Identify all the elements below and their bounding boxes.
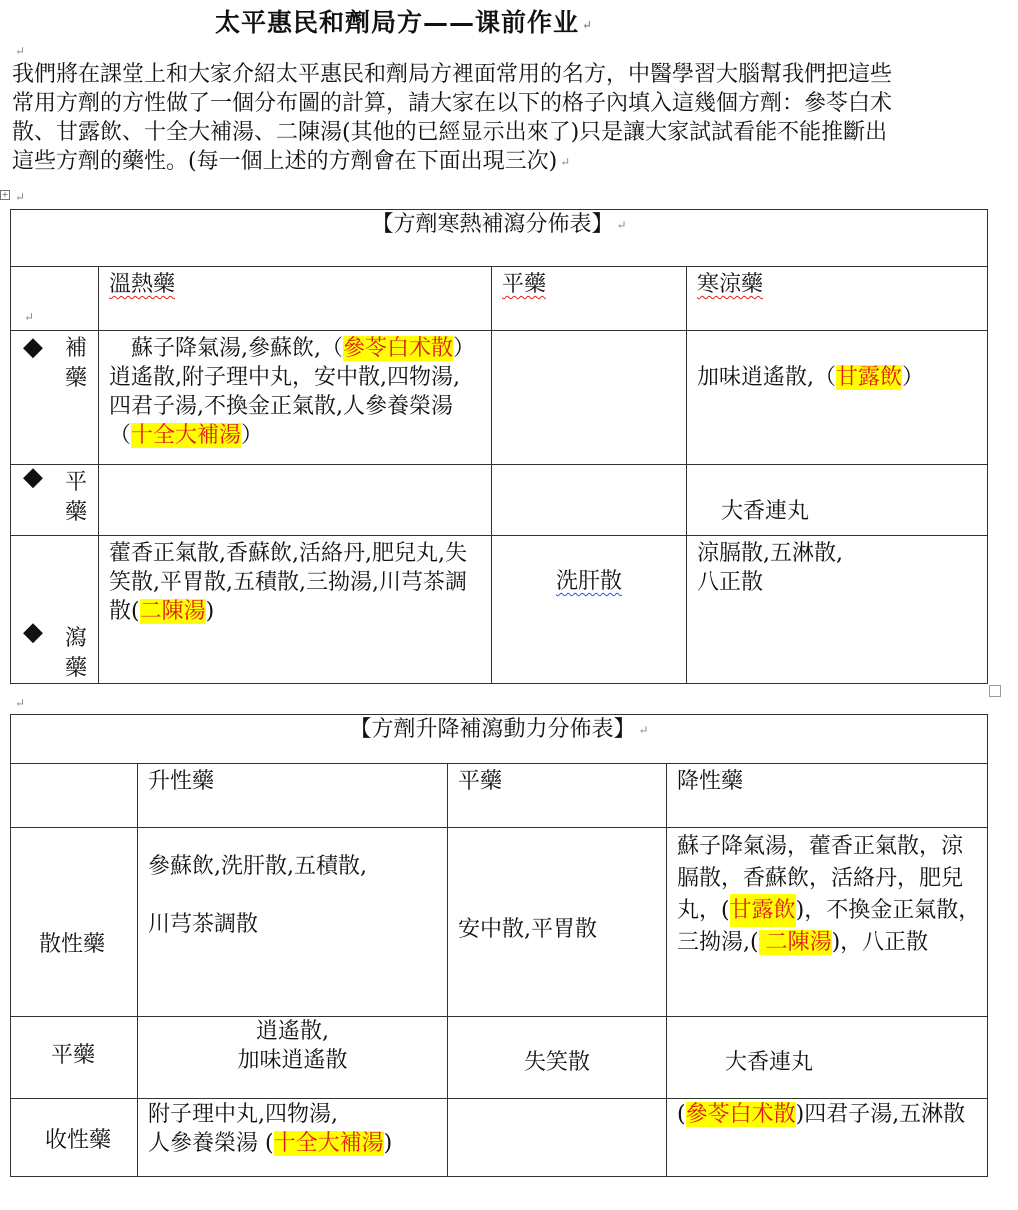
cell-text: 洗肝散 bbox=[555, 569, 622, 594]
cell-shou-neutral bbox=[448, 1099, 667, 1177]
table1-row-label-bu bbox=[11, 331, 99, 465]
table2-corner-cell bbox=[11, 764, 138, 828]
cell-text: 大香連丸 bbox=[725, 1050, 814, 1075]
table2-caption: 【方劑升降補瀉動力分佈表】 bbox=[349, 717, 636, 742]
cell-text: 蘇子降氣湯，藿香正氣散，涼膈散，香蘇飲，活絡丹，肥兒丸，( bbox=[677, 834, 964, 923]
cell-text: 逍遙散, bbox=[256, 1019, 329, 1044]
cell-text: 參蘇飲,洗肝散,五積散, bbox=[148, 854, 367, 879]
paragraph-mark: ↵ bbox=[15, 696, 26, 710]
cell-bu-cold bbox=[687, 331, 988, 465]
paragraph-mark: ↵ bbox=[582, 17, 594, 32]
cell-xie-neutral bbox=[492, 536, 687, 684]
cell-ping-cold bbox=[687, 465, 988, 536]
cell-text: 蘇子降氣湯,參蘇飲,（ bbox=[109, 336, 343, 361]
cell-text: ） bbox=[241, 423, 264, 448]
answer-highlight: 二陳湯 bbox=[139, 599, 206, 624]
table2-row-label-shou bbox=[11, 1099, 138, 1177]
cell-text: ）逍遙散,附子理中丸，安中散,四物湯,四君子湯,不換金正氣散,人參養榮湯（ bbox=[109, 336, 476, 448]
answer-highlight: 參苓白术散 bbox=[685, 1102, 796, 1127]
cell-shou-rise bbox=[138, 1099, 448, 1177]
cell-san-neutral bbox=[448, 828, 667, 1017]
cell-bu-warm bbox=[99, 331, 492, 465]
diamond-bullet-icon: ◆ bbox=[23, 332, 43, 362]
table2-caption-cell bbox=[11, 715, 988, 764]
cold-heat-table bbox=[10, 209, 988, 684]
row-label-shou: 收性藥 bbox=[45, 1128, 112, 1153]
paragraph-mark: ↵ bbox=[638, 722, 649, 737]
table1-header-neutral bbox=[492, 267, 687, 331]
paragraph-mark: ↵ bbox=[15, 44, 26, 58]
cell-text: 大香連丸 bbox=[721, 499, 810, 524]
intro-line: 常用方劑的方性做了一個分布圖的計算，請大家在以下的格子內填入這幾個方劑：參苓白术 bbox=[12, 91, 893, 116]
intro-line bbox=[12, 147, 1002, 177]
header-warm-text: 溫熱藥 bbox=[109, 272, 176, 297]
header-rise-text: 升性藥 bbox=[148, 769, 215, 794]
table1-corner-cell bbox=[11, 267, 99, 331]
answer-highlight: 甘露飲 bbox=[730, 894, 796, 927]
cell-text: 失笑散 bbox=[523, 1050, 590, 1075]
cell-xie-cold bbox=[687, 536, 988, 684]
cell-text: ) bbox=[205, 599, 215, 624]
cell-ping-rise bbox=[138, 1017, 448, 1099]
cell-xie-warm bbox=[99, 536, 492, 684]
table-move-handle[interactable]: + bbox=[1, 190, 9, 199]
cell-text: 加味逍遙散 bbox=[237, 1048, 348, 1073]
cell-text: 八正散 bbox=[697, 570, 764, 595]
cell-text: ） bbox=[902, 365, 925, 390]
answer-highlight: 十全大補湯 bbox=[273, 1131, 384, 1156]
row-label-san: 散性藥 bbox=[39, 932, 106, 957]
table1-header-cold bbox=[687, 267, 988, 331]
intro-line-text: 這些方劑的藥性。(每一個上述的方劑會在下面出現三次) bbox=[12, 149, 558, 174]
table2-header-fall bbox=[667, 764, 988, 828]
cell-text: 附子理中丸,四物湯, bbox=[148, 1102, 338, 1127]
cell-text: )，不換金正氣散，三拗湯,( bbox=[677, 898, 981, 955]
answer-highlight: 參苓白术散 bbox=[343, 336, 454, 361]
paragraph-mark: ↵ bbox=[15, 190, 26, 204]
cell-text: 加味逍遙散,（ bbox=[697, 365, 836, 390]
table-resize-handle[interactable] bbox=[989, 685, 1001, 697]
table1-row-label-xie bbox=[11, 536, 99, 684]
table2-row-label-san bbox=[11, 828, 138, 1017]
diamond-bullet-icon: ◆ bbox=[23, 462, 43, 492]
cell-text: ) bbox=[383, 1131, 393, 1156]
title-text: 太平惠民和劑局方——课前作业 bbox=[215, 8, 580, 37]
row-label-ping: 平藥 bbox=[65, 470, 88, 525]
answer-highlight: 二陳湯 bbox=[758, 930, 832, 955]
answer-highlight: 十全大補湯 bbox=[131, 423, 242, 448]
cell-bu-neutral bbox=[492, 331, 687, 465]
intro-paragraph bbox=[12, 60, 1002, 177]
answer-highlight: 甘露飲 bbox=[836, 365, 903, 390]
paragraph-mark: ↵ bbox=[616, 217, 627, 232]
cell-text: 人參養榮湯 ( bbox=[148, 1131, 274, 1156]
row-label-bu: 補藥 bbox=[65, 336, 88, 391]
table2-row-label-ping bbox=[11, 1017, 138, 1099]
header-fall-text: 降性藥 bbox=[677, 769, 744, 794]
cell-text: 川芎茶調散 bbox=[148, 912, 259, 937]
table2-header-rise bbox=[138, 764, 448, 828]
cell-text: 涼膈散,五淋散, bbox=[697, 541, 843, 566]
rise-fall-table bbox=[10, 714, 988, 1177]
table1-caption: 【方劑寒熱補瀉分佈表】 bbox=[371, 212, 614, 237]
paragraph-mark: ↵ bbox=[24, 310, 35, 324]
table1-header-warm bbox=[99, 267, 492, 331]
row-label-xie: 瀉藥 bbox=[65, 626, 88, 681]
document-title bbox=[215, 3, 593, 39]
header-neutral-text: 平藥 bbox=[458, 769, 503, 794]
cell-text: 藿香正氣散,香蘇飲,活絡丹,肥兒丸,失笑散,平胃散,五積散,三拗湯,川芎茶調散( bbox=[109, 541, 467, 624]
row-label-ping: 平藥 bbox=[51, 1043, 96, 1068]
table1-caption-cell bbox=[11, 210, 988, 267]
cell-ping-neutral bbox=[448, 1017, 667, 1099]
cell-ping-neutral bbox=[492, 465, 687, 536]
cell-text: )，八正散 bbox=[831, 930, 929, 955]
cell-text: )四君子湯,五淋散 bbox=[795, 1102, 966, 1127]
header-neutral-text: 平藥 bbox=[502, 272, 547, 297]
cell-san-rise bbox=[138, 828, 448, 1017]
header-cold-text: 寒涼藥 bbox=[697, 272, 764, 297]
cell-text: 安中散,平胃散 bbox=[458, 917, 597, 942]
cell-text: ( bbox=[677, 1102, 686, 1127]
cell-ping-warm bbox=[99, 465, 492, 536]
paragraph-mark: ↵ bbox=[560, 154, 571, 169]
cell-san-fall bbox=[667, 828, 988, 1017]
diamond-bullet-icon: ◆ bbox=[23, 617, 43, 647]
cell-ping-fall bbox=[667, 1017, 988, 1099]
intro-line: 我們將在課堂上和大家介紹太平惠民和劑局方裡面常用的名方，中醫學習大腦幫我們把這些 bbox=[12, 62, 893, 87]
table2-header-neutral bbox=[448, 764, 667, 828]
intro-line: 散、甘露飲、十全大補湯、二陳湯(其他的已經显示出來了)只是讓大家試試看能不能推斷出 bbox=[12, 120, 888, 145]
table1-row-label-ping bbox=[11, 462, 99, 536]
cell-shou-fall bbox=[667, 1099, 988, 1177]
